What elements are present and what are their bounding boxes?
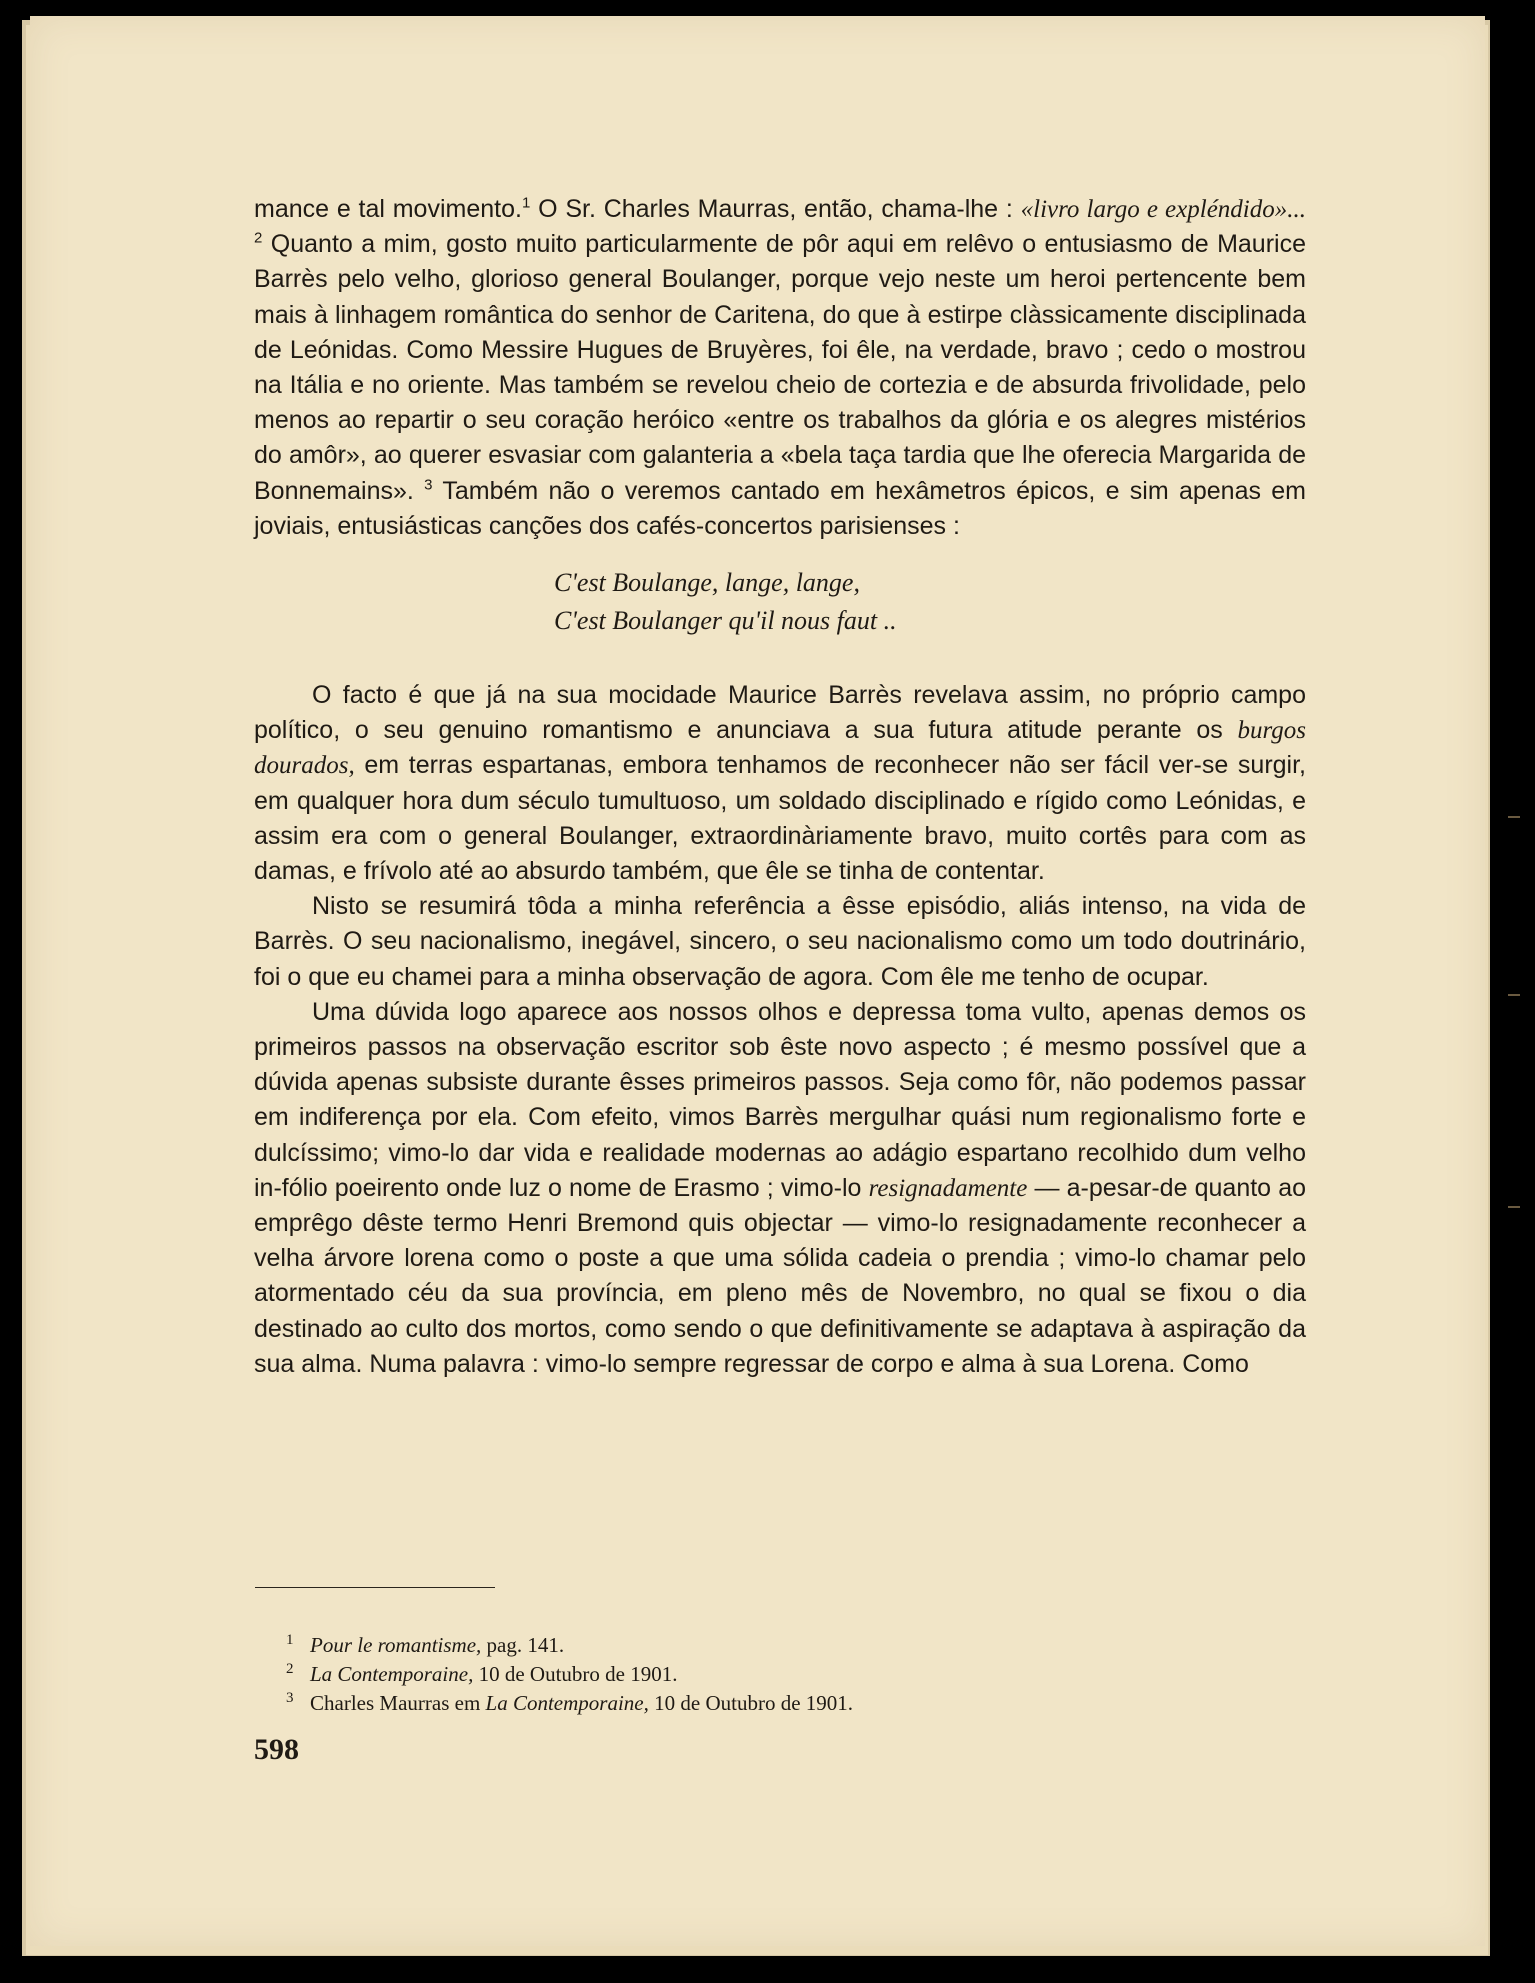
paragraph-3: Nisto se resumirá tôda a minha referência a êsse episódio, aliás intenso, na vida de Barrès. O seu nacionalismo, inegável, sincero, o seu nacionalismo como um todo doutrinário, foi o que eu chamei para a minha observação de agora. Com êle me tenho de ocupar. <box>254 892 1306 991</box>
footnote-text: 10 de Outubro de 1901. <box>648 1691 854 1715</box>
paragraph-4 <box>254 995 1306 1382</box>
cited-work: La Contemporaine, <box>310 1662 474 1686</box>
footnote-ref: 3 <box>424 476 433 494</box>
paragraph-1 <box>254 192 1306 544</box>
text-run: O Sr. Charles Maurras, então, chama-lhe : <box>538 195 1013 223</box>
text-run: mance e tal movimento. <box>254 195 522 223</box>
cited-work: Pour le romantisme, <box>310 1633 482 1657</box>
footnote-number: 2 <box>286 1661 294 1677</box>
page-edge-mark <box>1508 1206 1520 1208</box>
footnote <box>286 1660 853 1689</box>
verse-quote <box>554 564 1306 640</box>
footnote-number: 3 <box>286 1690 294 1706</box>
page-edge-mark <box>1508 816 1520 818</box>
verse-line: C'est Boulange, lange, lange, <box>554 568 860 598</box>
cited-work: La Contemporaine, <box>485 1691 649 1715</box>
italic-phrase: burgos dourados, <box>254 717 1306 780</box>
footnote <box>286 1631 853 1660</box>
body-text <box>254 192 1306 1382</box>
page-edge-mark <box>1508 994 1520 996</box>
footnotes <box>286 1631 854 1718</box>
footnote-text: pag. 141. <box>481 1633 565 1657</box>
text-run: — a-pesar-de quanto ao emprêgo dêste termo Henri Bremond quis objectar — vimo-lo resignadamente reconhecer a velha árvore lorena como o poste a que uma sólida cadeia o prendia ; vimo-lo chamar pelo atormentado céu da sua província, em pleno mês de Novembro, no qual se fixou o dia destinado ao culto dos mortos, como sendo o que definitivamente se adaptava à aspiração da sua alma. Numa palavra : vimo-lo sempre regressar de corpo e alma à sua Lorena. Como <box>254 1173 1306 1378</box>
paragraph-2 <box>254 678 1306 889</box>
text-run: Quanto a mim, gosto muito particularmente de pôr aqui em relêvo o entusiasmo de Maurice Barrès pelo velho, glorioso general Boulanger, porque vejo neste um heroi pertencente bem mais à linhagem romântica do senhor de Caritena, do que à estirpe clàssicamente disciplinada de Leónidas. Como Messire Hugues de Bruyères, foi êle, na verdade, bravo ; cedo o mostrou na Itália e no oriente. Mas também se revelou cheio de cortezia e de absurda frivolidade, pelo menos ao repartir o seu coração heróico «entre os trabalhos da glória e os alegres mistérios do amôr», ao querer esvasiar com galanteria a «bela taça tardia que lhe oferecia Margarida de Bonnemains». <box>254 230 1306 505</box>
footnote-number: 1 <box>286 1632 294 1648</box>
footnote-ref: 2 <box>254 229 263 247</box>
text-run: Também não o veremos cantado em hexâmetros épicos, e sim apenas em joviais, entusiásticas canções dos cafés-concertos parisienses : <box>254 476 1307 540</box>
footnote-text: Charles Maurras em <box>310 1691 486 1715</box>
footnote-text: 10 de Outubro de 1901. <box>473 1662 678 1686</box>
quoted-title: «livro largo e expléndido»... <box>1020 196 1306 223</box>
footnote-ref: 1 <box>521 194 531 212</box>
verse-line: C'est Boulanger qu'il nous faut .. <box>554 606 897 636</box>
footnote <box>286 1689 854 1718</box>
text-run: em terras espartanas, embora tenhamos de reconhecer não ser fácil ver-se surgir, em qualquer hora dum século tumultuoso, um soldado disciplinado e rígido como Leónidas, e assim era com o general Boulanger, extraordinàriamente bravo, muito cortês para com as damas, e frívolo até ao absurdo também, que êle se tinha de contentar. <box>254 751 1306 886</box>
text-run: O facto é que já na sua mocidade Maurice Barrès revelava assim, no próprio campo político, o seu genuino romantismo e anunciava a sua futura atitude perante os <box>254 681 1306 745</box>
footnote-separator <box>255 1587 495 1588</box>
italic-word: resignadamente <box>868 1174 1028 1202</box>
page-number: 598 <box>254 1733 299 1766</box>
text-run: Uma dúvida logo aparece aos nossos olhos e depressa toma vulto, apenas demos os primeiros passos na observação escritor sob êste novo aspecto ; é mesmo possível que a dúvida apenas subsiste durante êsses primeiros passos. Seja como fôr, não podemos passar em indiferença por ela. Com efeito, vimos Barrès mergulhar quási num regionalismo forte e dulcíssimo; vimo-lo dar vida e realidade modernas ao adágio espartano recolhido dum velho in-fólio poeirento onde luz o nome de Erasmo ; vimo-lo <box>254 997 1306 1202</box>
